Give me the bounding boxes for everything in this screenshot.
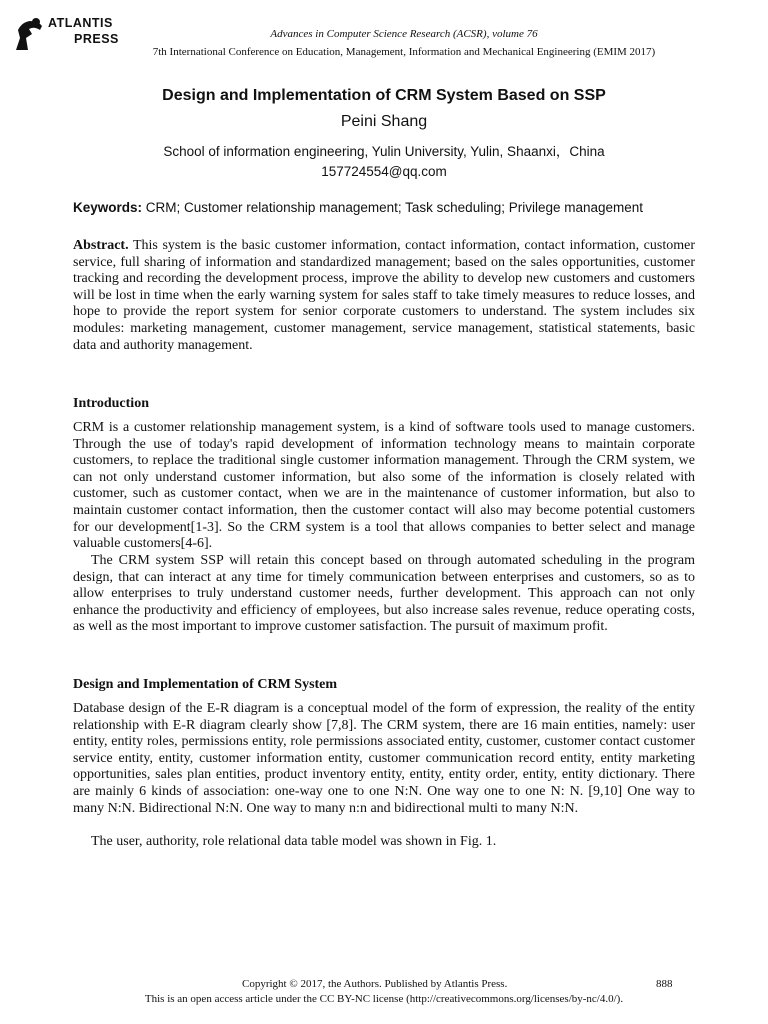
- keywords-label: Keywords:: [73, 200, 143, 215]
- abstract-label: Abstract.: [73, 238, 129, 253]
- paper-title: Design and Implementation of CRM System Based on SSP: [162, 87, 606, 104]
- abstract-text: This system is the basic customer information, contact information, contact information, customer service, full sharing of information and standardized management; based on the sales opportunities, customer tracking and recording the development process, improve the ability to develop new customers and customers will be lost in time when the early warning system for sales staff to take timely measures to reduce losses, and hope to provide the report system for senior corporate customers to understand. The system includes six modules: marketing management, customer management, service management, statistical statements, basic data and authority management.: [73, 238, 695, 353]
- conference-header: 7th International Conference on Education, Management, Information and Mechanical Engineering (EMIM 2017): [152, 46, 656, 58]
- publisher-name-line2: PRESS: [74, 32, 119, 46]
- series-header: Advances in Computer Science Research (ACSR), volume 76: [270, 28, 538, 40]
- keywords: [73, 200, 695, 215]
- copyright-text: Copyright © 2017, the Authors. Published by Atlantis Press.: [242, 978, 508, 990]
- introduction-paragraph-2: The CRM system SSP will retain this concept based on through automated scheduling in the program design, that can interact at any time for timely communication between enterprises and customers, so as to allow enterprises to truly understand customer needs, further development. This approach can not only enhance the productivity and efficiency of employees, but also increase sales revenue, reduce operating costs, as well as the most important to improve customer satisfaction. The pursuit of maximum profit.: [73, 553, 695, 635]
- design-paragraph-1: Database design of the E-R diagram is a conceptual model of the form of expression, the reality of the entity relationship with E-R diagram clearly show [7,8]. The CRM system, there are 16 main entities, namely: user entity, entity roles, permissions entity, role permissions associated entity, customer, customer contact customer service entity, entity, customer information entity, customer communication record entity, entity marketing opportunities, sales plan entities, product inventory entity, entity, entity order, entity, entity dictionary. There are mainly 6 kinds of association: one-way one to one N:N. One way one to one N: N. [9,10] One way to many N:N. Bidirectional N:N. One way to many n:n and bidirectional multi to many N:N.: [73, 701, 695, 816]
- introduction-paragraph-1: CRM is a customer relationship management system, is a kind of software tools used to manage customers. Through the use of today's rapid development of information technology means to maintain corporate customers, to replace the traditional single customer information management. Through the CRM system, we can not only understand customer information, but also some of the information is closely related with customer, such as customer contact, when we are in the maintenance of customer information, but also to maintain customer contact information, then the customer contact will also may become potential customers for our development[1-3]. So the CRM system is a tool that allows companies to better select and manage valuable customers[4-6].: [73, 420, 695, 552]
- keywords-text: CRM; Customer relationship management; Task scheduling; Privilege management: [145, 200, 644, 215]
- section-heading-introduction: Introduction: [73, 396, 149, 411]
- design-paragraph-2: The user, authority, role relational data table model was shown in Fig. 1.: [91, 834, 497, 849]
- author-email: 157724554@qq.com: [321, 164, 447, 179]
- license-text: This is an open access article under the CC BY-NC license (http://creativecommons.org/licenses/by-nc/4.0/).: [144, 993, 624, 1005]
- section-heading-design: Design and Implementation of CRM System: [73, 677, 338, 692]
- abstract: [73, 238, 695, 354]
- author-affiliation: School of information engineering, Yulin University, Yulin, Shaanxi，China: [163, 144, 605, 159]
- page-number: 888: [656, 978, 673, 990]
- author-name: Peini Shang: [340, 113, 428, 130]
- publisher-name-line1: ATLANTIS: [48, 16, 113, 30]
